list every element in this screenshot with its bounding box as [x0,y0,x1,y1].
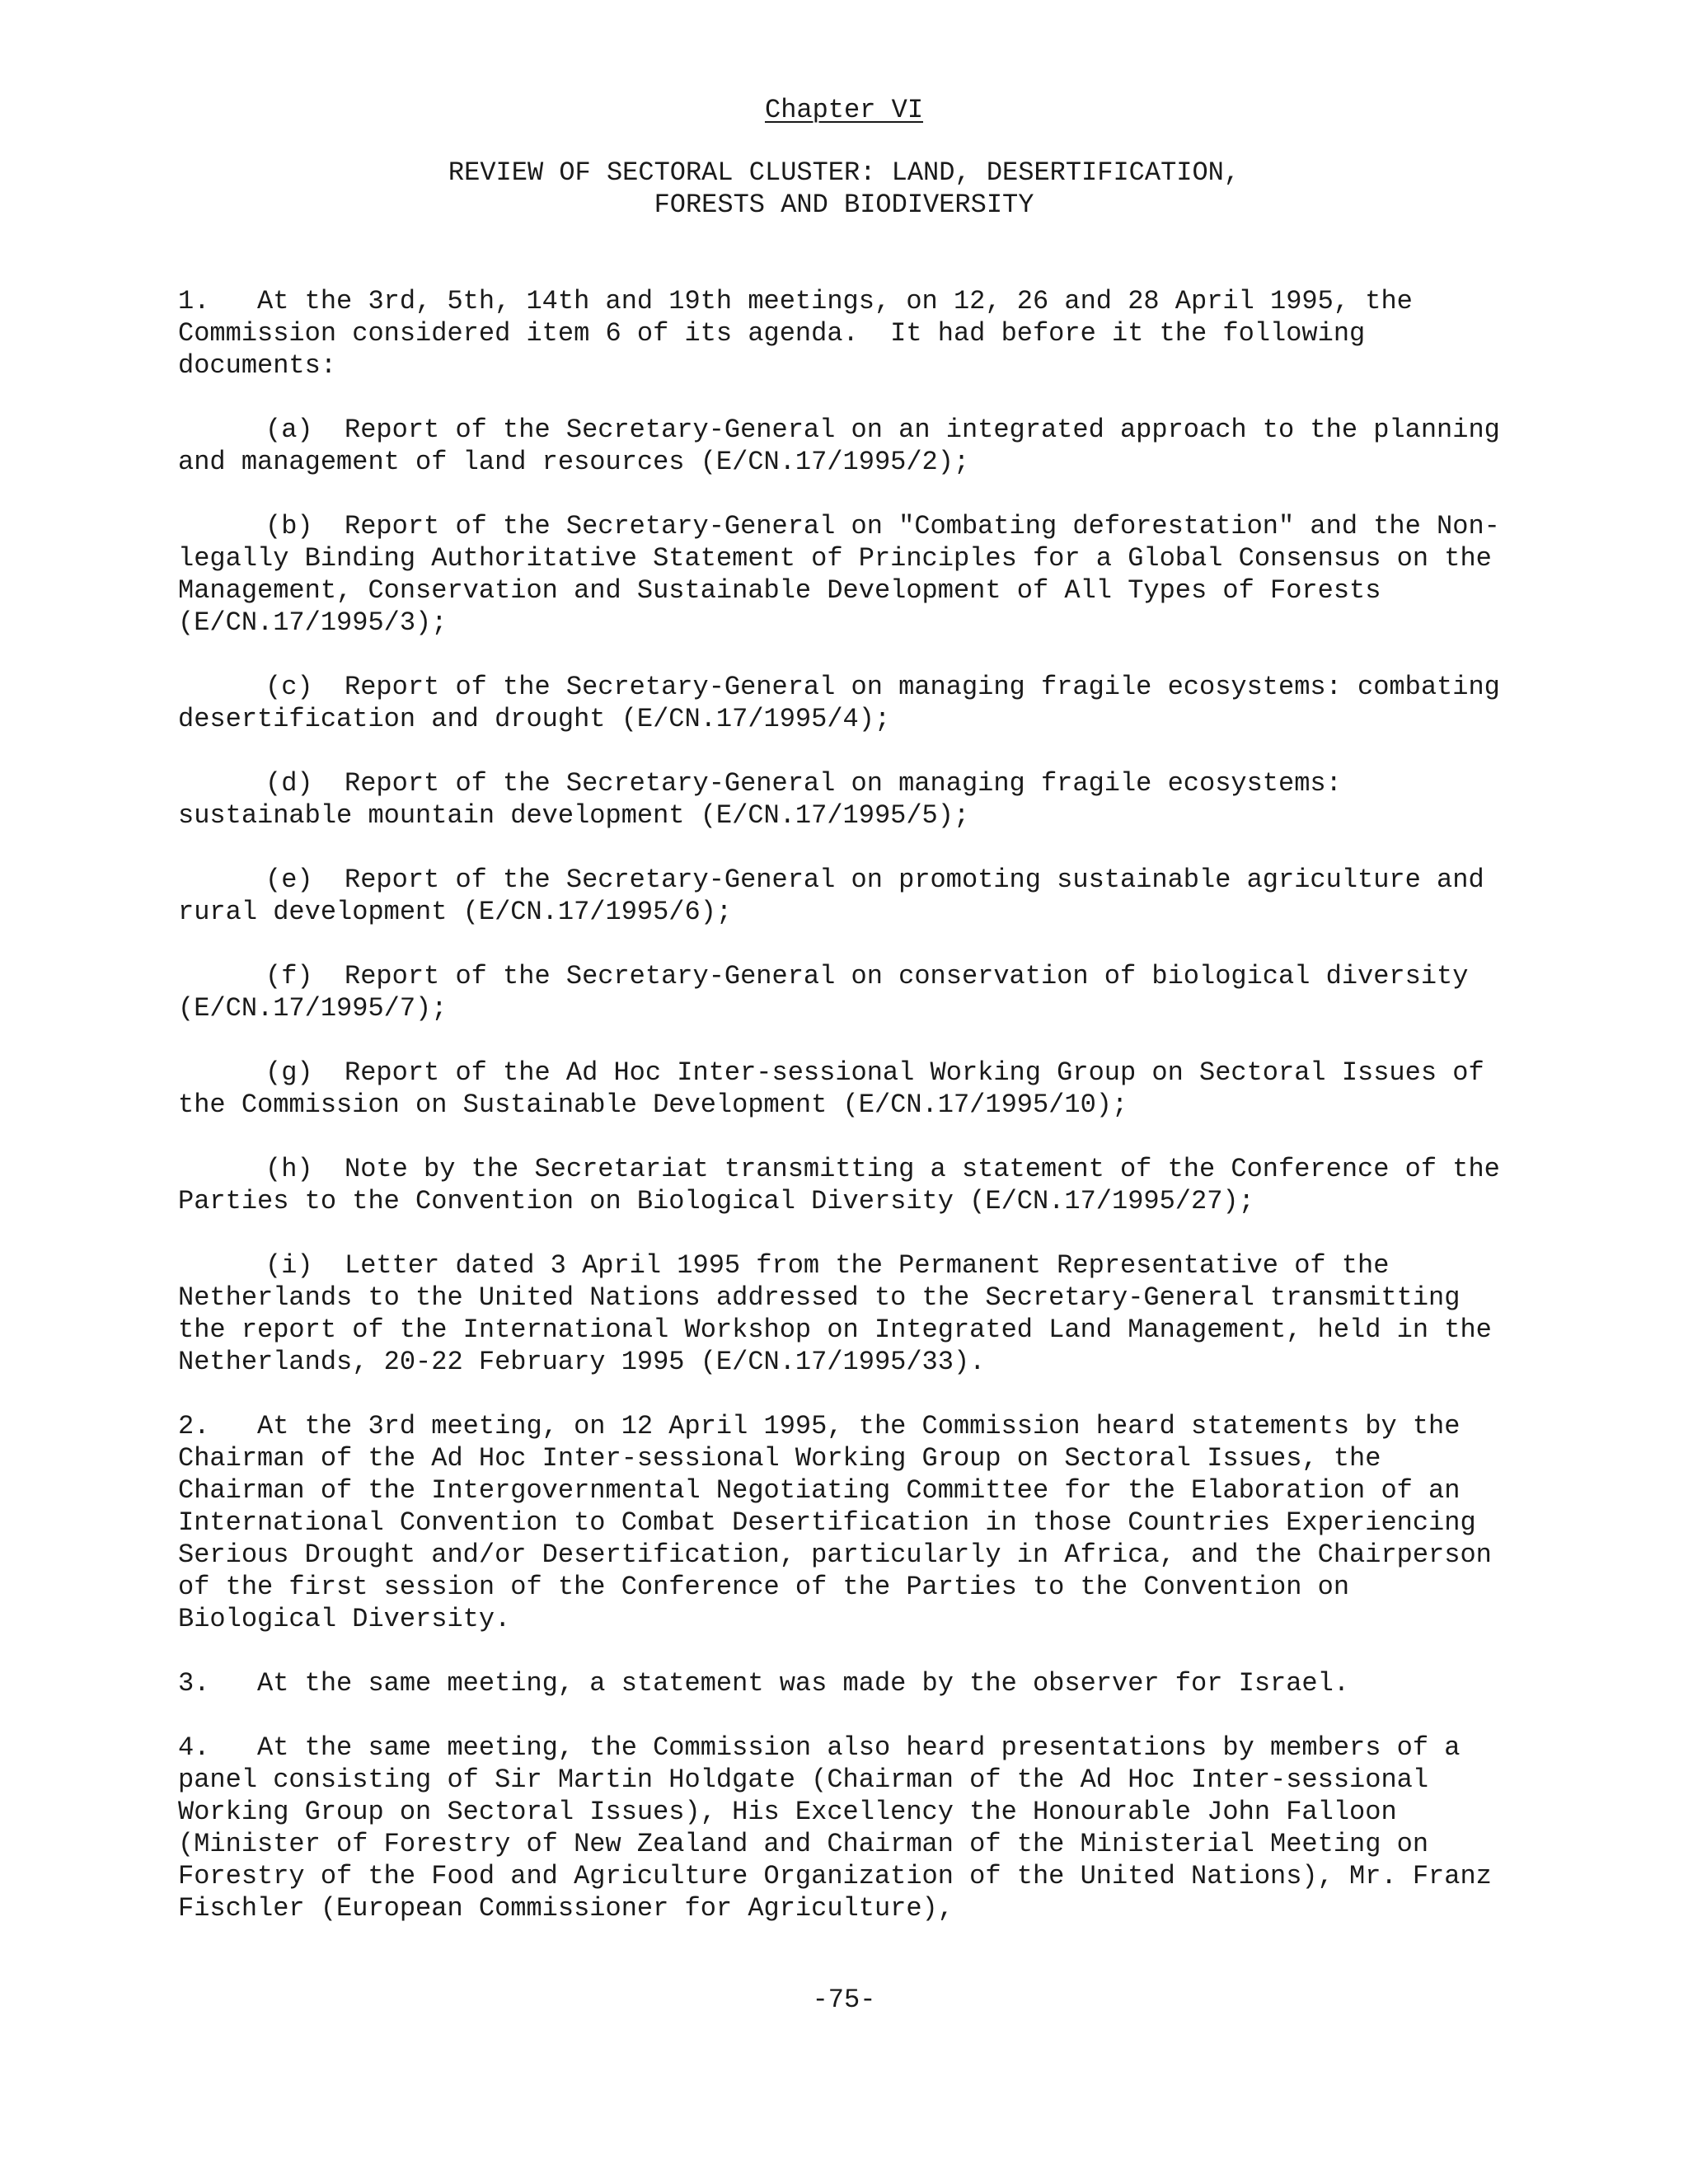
paragraph-text: At the 3rd, 5th, 14th and 19th meetings, on 12, 26 and 28 April 1995, the Commission considered item 6 of its agenda. It had before it the following documents: [178,286,1429,381]
documents-list [178,414,1517,1378]
list-item-label: (f) [265,961,313,991]
list-item [178,1153,1517,1217]
paragraph-3 [178,1667,1513,1699]
list-item-label: (g) [265,1057,313,1088]
list-item-text: Report of the Secretary-General on managing fragile ecosystems: sustainable mountain development (E/CN.17/1995/5); [178,768,1358,831]
list-item-text: Report of the Secretary-General on managing fragile ecosystems: combating desertification and drought (E/CN.17/1995/4); [178,672,1517,734]
list-item-text: Letter dated 3 April 1995 from the Permanent Representative of the Netherlands to the United Nations addressed to the Secretary-General transmitting the report of the International Workshop on Integrated Land Management, held in the Netherlands, 20-22 February 1995 (E/CN.17/1995/33). [178,1250,1508,1377]
paragraph-4 [178,1732,1513,1924]
list-item [178,671,1517,735]
paragraph-2 [178,1410,1513,1635]
list-item [178,510,1513,639]
paragraph-text: At the same meeting, a statement was made by the observer for Israel. [257,1668,1350,1699]
list-item-label: (c) [265,672,313,702]
chapter-title [0,157,1688,221]
paragraph-number: 1. [178,286,210,316]
chapter-title-line-1: REVIEW OF SECTORAL CLUSTER: LAND, DESERTIFICATION, [448,157,1240,188]
document-body [178,285,1517,1957]
paragraph-number: 3. [178,1668,210,1699]
list-item-label: (d) [265,768,313,799]
list-item [178,414,1517,478]
paragraph-text: At the same meeting, the Commission also heard presentations by members of a panel consisting of Sir Martin Holdgate (Chairman of the Ad Hoc Inter-sessional Working Group on Sectoral Issues), His Excellency the Honourable John Falloon (Minister of Forestry of New Zealand and Chairman of the Ministerial Meeting on Forestry of the Food and Agriculture Organization of the United Nations), Mr. Franz Fischler (European Commissioner for Agriculture), [178,1732,1508,1924]
list-item-text: Note by the Secretariat transmitting a statement of the Conference of the Parties to the Convention on Biological Diversity (E/CN.17/1995/27); [178,1154,1517,1216]
list-item [178,767,1513,832]
list-item [178,960,1513,1024]
list-item-label: (i) [265,1250,313,1281]
list-item-label: (b) [265,511,313,541]
chapter-heading [0,94,1688,127]
page-number: -75- [812,1985,876,2015]
list-item-label: (e) [265,865,313,895]
paragraph-number: 4. [178,1732,210,1763]
chapter-title-line-2: FORESTS AND BIODIVERSITY [654,190,1034,220]
chapter-heading-text: Chapter VI [764,95,924,125]
list-item-text: Report of the Ad Hoc Inter-sessional Working Group on Sectoral Issues of the Commission on Sustainable Development (E/CN.17/1995/10); [178,1057,1500,1120]
list-item-text: Report of the Secretary-General on conservation of biological diversity (E/CN.17/1995/7); [178,961,1484,1024]
list-item [178,1249,1513,1378]
paragraph-1 [178,285,1513,382]
list-item-label: (a) [265,415,313,445]
list-item-text: Report of the Secretary-General on an integrated approach to the planning and management of land resources (E/CN.17/1995/2); [178,415,1517,477]
paragraph-text: At the 3rd meeting, on 12 April 1995, the Commission heard statements by the Chairman of the Ad Hoc Inter-sessional Working Group on Sectoral Issues, the Chairman of the Intergovernmental Negotiating Committee for the Elaboration of an International Convention to Combat Desertification in those Countries Experiencing Serious Drought and/or Desertification, particularly in Africa, and the Chairperson of the first session of the Conference of the Parties to the Convention on Biological Diversity. [178,1411,1508,1634]
list-item [178,1057,1513,1121]
list-item-text: Report of the Secretary-General on "Combating deforestation" and the Non-legally Binding Authoritative Statement of Principles for a Global Consensus on the Management, Conservation and Sustainable Development of All Types of Forests (E/CN.17/1995/3); [178,511,1508,638]
list-item [178,864,1513,928]
list-item-label: (h) [265,1154,313,1184]
paragraph-number: 2. [178,1411,210,1441]
list-item-text: Report of the Secretary-General on promoting sustainable agriculture and rural development (E/CN.17/1995/6); [178,865,1500,927]
